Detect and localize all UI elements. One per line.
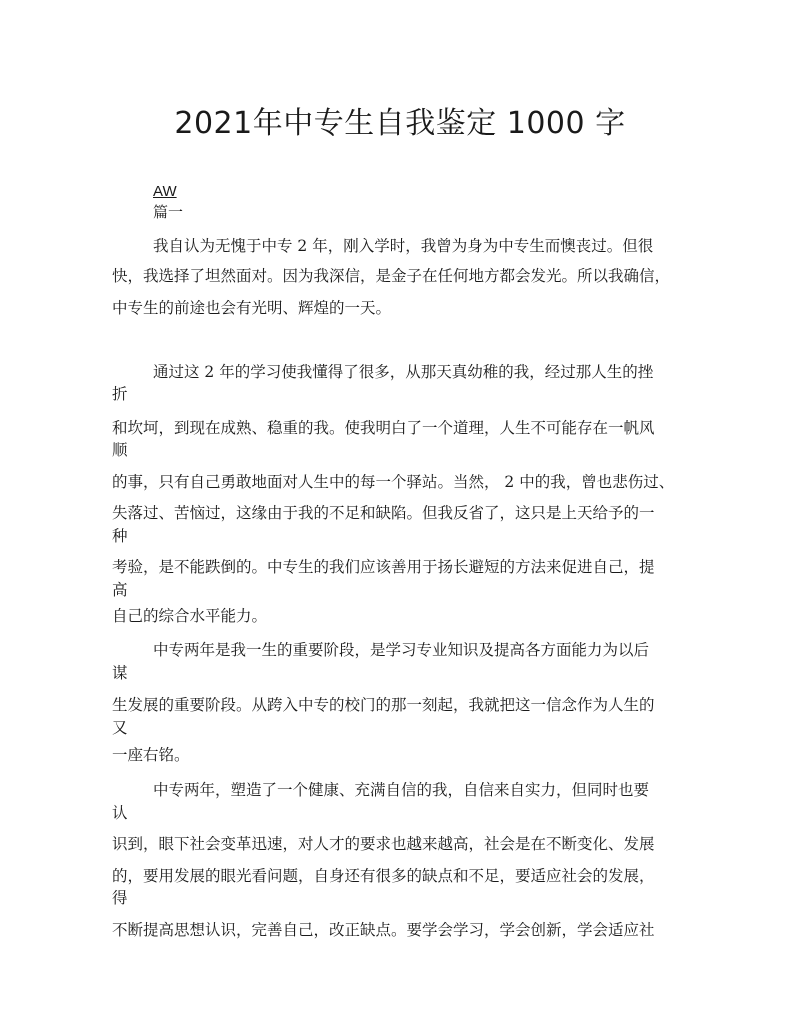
body-line: 一座右铭。: [112, 746, 190, 764]
body-line: 通过这 2 年的学习使我懂得了很多，从那天真幼稚的我，经过那人生的挫: [153, 363, 654, 381]
body-line: 中专两年，塑造了一个健康、充满自信的我，自信来自实力，但同时也要: [153, 781, 650, 799]
body-line: 失落过、苦恼过，这缘由于我的不足和缺陷。但我反省了，这只是上天给予的一: [112, 504, 655, 522]
body-line: 谋: [112, 664, 128, 682]
page-title: 2021年中专生自我鉴定 1000 字: [174, 106, 626, 141]
body-line: 生发展的重要阶段。从跨入中专的校门的那一刻起，我就把这一信念作为人生的: [112, 696, 655, 714]
body-line: 又: [112, 719, 128, 737]
body-line: 不断提高思想认识，完善自己，改正缺点。要学会学习，学会创新，学会适应社: [112, 921, 655, 939]
section-heading: 篇一: [153, 203, 184, 221]
body-line: 考验，是不能跌倒的。中专生的我们应该善用于扬长避短的方法来促进自己，提: [112, 558, 655, 576]
body-line: 和坎坷，到现在成熟、稳重的我。使我明白了一个道理，人生不可能存在一帆风: [112, 419, 655, 437]
body-line: 快，我选择了坦然面对。因为我深信，是金子在任何地方都会发光。所以我确信，: [112, 267, 671, 285]
body-line: 种: [112, 527, 128, 545]
body-line: 认: [112, 804, 128, 822]
body-line: 我自认为无愧于中专 2 年，刚入学时，我曾为身为中专生而懊丧过。但很: [153, 237, 654, 255]
body-line: 的事，只有自己勇敢地面对人生中的每一个驿站。当然， 2 中的我，曾也悲伤过、: [112, 473, 675, 491]
body-line: 中专两年是我一生的重要阶段，是学习专业知识及提高各方面能力为以后: [153, 641, 650, 659]
body-line: 识到，眼下社会变革迅速，对人才的要求也越来越高，社会是在不断变化、发展: [112, 835, 655, 853]
body-line: 的，要用发展的眼光看问题，自身还有很多的缺点和不足，要适应社会的发展，: [112, 867, 655, 885]
body-line: 高: [112, 581, 128, 599]
body-line: 中专生的前途也会有光明、辉煌的一天。: [112, 299, 392, 317]
body-line: 顺: [112, 441, 128, 459]
body-line: 得: [112, 889, 128, 907]
body-line: 折: [112, 385, 128, 403]
author-label: AW: [153, 183, 177, 200]
body-line: 自己的综合水平能力。: [112, 607, 268, 625]
